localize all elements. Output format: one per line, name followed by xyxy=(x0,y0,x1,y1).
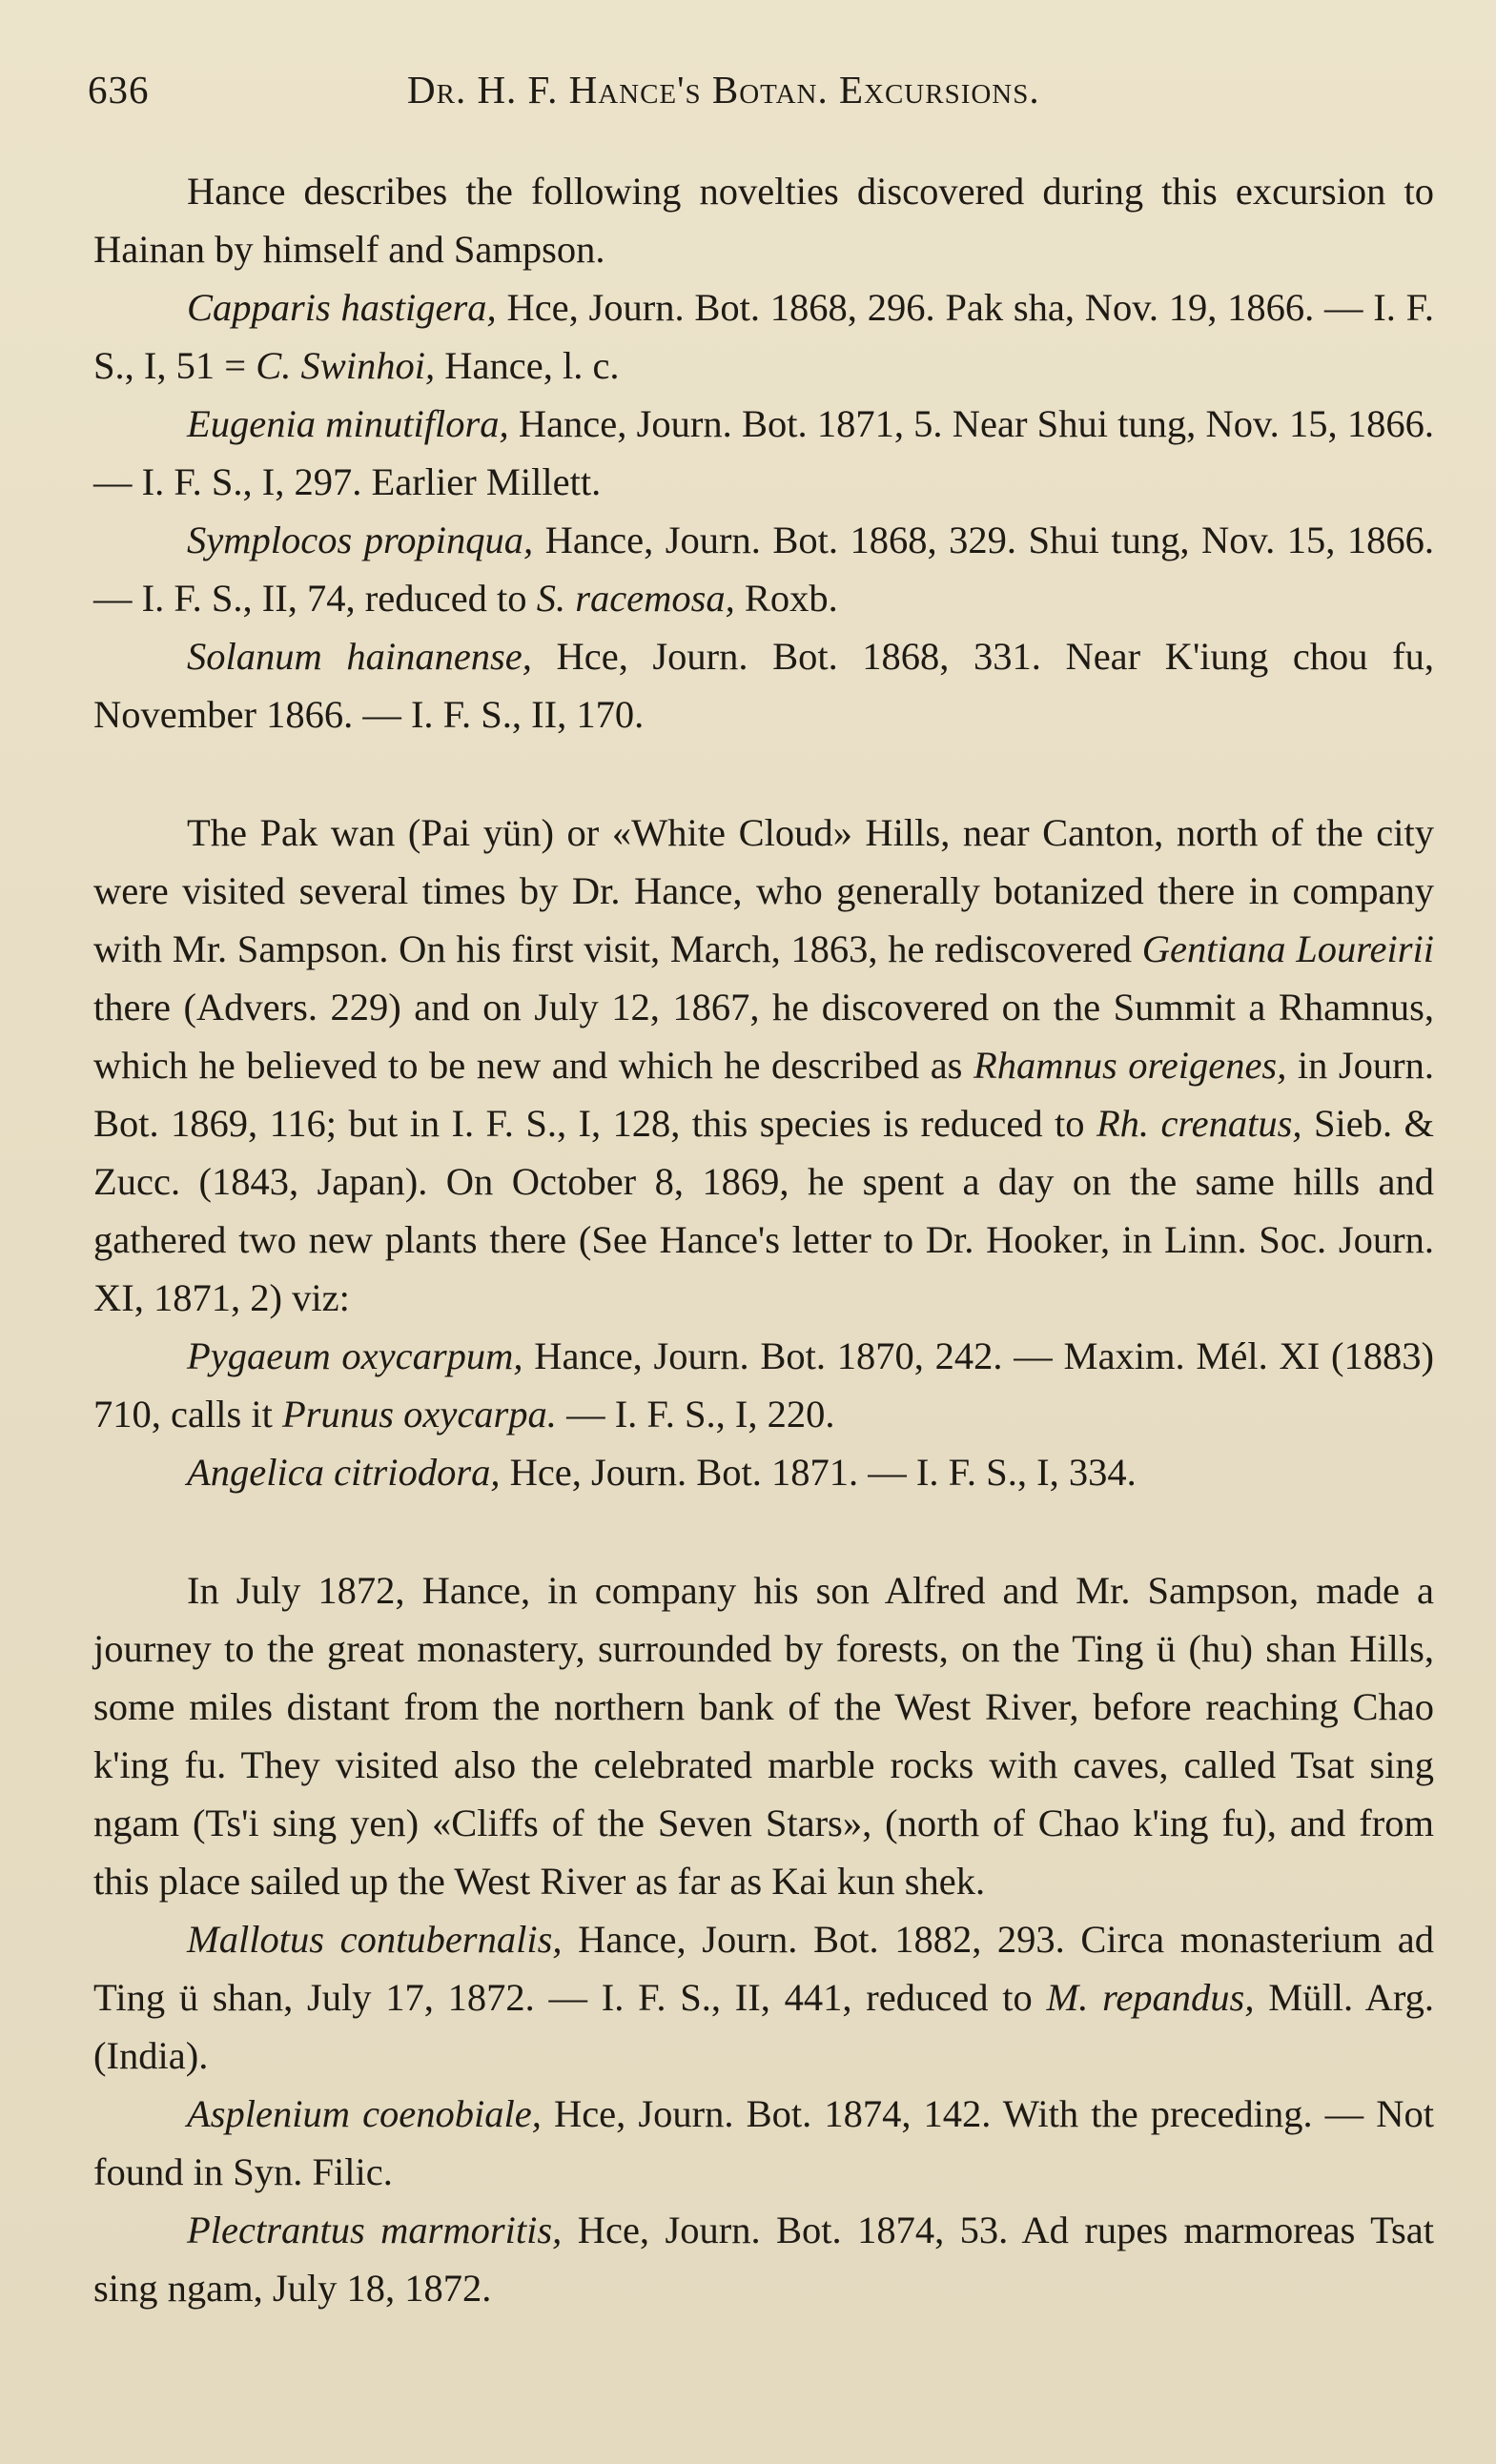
paragraph xyxy=(93,1910,1434,2085)
page-header xyxy=(88,67,1408,124)
species-name: Asplenium coenobiale, xyxy=(187,2092,542,2135)
paragraph xyxy=(93,804,1434,1327)
paragraph xyxy=(93,278,1434,395)
paragraph xyxy=(93,2201,1434,2317)
species-name: Symplocos propinqua, xyxy=(187,519,534,561)
paragraph xyxy=(93,162,1434,278)
paragraph-text: — I. F. S., I, 220. xyxy=(556,1393,835,1436)
paragraph-text: The Pak wan (Pai yün) or «White Cloud» Hills, near Canton, north of the city were visited several times by Dr. Hance, who generally botanized there in company with Mr. Sampson. On his first visit, March, 1863, he rediscovered xyxy=(93,811,1434,970)
species-name: Angelica citriodora, xyxy=(187,1451,501,1494)
species-name: S. racemosa, xyxy=(536,577,735,620)
paragraph-text: there (Advers. 229) and on July 12, 1867, he discovered on the Summit a Rhamnus, which he believed to be new and which he described as xyxy=(93,986,1434,1087)
paragraph-text: Hce, Journ. Bot. 1868, 331. Near K'iung chou fu, November 1866. — I. F. S., II, 170. xyxy=(93,635,1434,736)
paragraph-text: Roxb. xyxy=(734,577,838,620)
species-name: Eugenia minutiflora, xyxy=(187,402,509,445)
paragraph-text: Hce, Journ. Bot. 1874, 53. Ad rupes marmoreas Tsat sing ngam, July 18, 1872. xyxy=(93,2209,1434,2310)
species-name: Pygaeum oxycarpum, xyxy=(187,1334,523,1377)
paragraph-text: Hance, Journ. Bot. 1870, 242. — Maxim. Mél. XI (1883) 710, calls it xyxy=(93,1334,1434,1436)
paragraph-text: Hce, Journ. Bot. 1871. — I. F. S., I, 334. xyxy=(500,1451,1137,1494)
species-name: C. Swinhoi, xyxy=(256,344,436,387)
paragraph-text: Hance, Journ. Bot. 1882, 293. Circa monasterium ad Ting ü shan, July 17, 1872. — I. F. S., II, 441, reduced to xyxy=(93,1918,1434,2019)
paragraph-text: Hce, Journ. Bot. 1874, 142. With the preceding. — Not found in Syn. Filic. xyxy=(93,2092,1434,2193)
paragraph-text: Hance, Journ. Bot. 1871, 5. Near Shui tung, Nov. 15, 1866. — I. F. S., I, 297. Earlier Millett. xyxy=(93,402,1434,503)
paragraph xyxy=(93,2085,1434,2201)
paragraph-text: Sieb. & Zucc. (1843, Japan). On October 8, 1869, he spent a day on the same hills and gathered two new plants there (See Hance's letter to Dr. Hooker, in Linn. Soc. Journ. XI, 1871, 2) viz: xyxy=(93,1102,1434,1319)
species-name: Capparis hastigera, xyxy=(187,286,497,329)
species-name: Plectrantus marmoritis, xyxy=(187,2209,563,2251)
paragraph xyxy=(93,395,1434,511)
paragraph-text: In July 1872, Hance, in company his son Alfred and Mr. Sampson, made a journey to the great monastery, surrounded by forests, on the Ting ü (hu) shan Hills, some miles distant from the northern bank of the West River, before reaching Chao k'ing fu. They visited also the celebrated marble rocks with caves, called Tsat sing ngam (Ts'i sing yen) «Cliffs of the Seven Stars», (north of Chao k'ing fu), and from this place sailed up the West River as far as Kai kun shek. xyxy=(93,1569,1434,1903)
species-name: Prunus oxycarpa. xyxy=(281,1393,557,1436)
species-name: M. repandus, xyxy=(1046,1976,1255,2019)
running-title: Dr. H. F. Hance's Botan. Excursions. xyxy=(407,68,1040,112)
paragraph-text: Hce, Journ. Bot. 1868, 296. Pak sha, Nov. 19, 1866. — I. F. S., I, 51 = xyxy=(93,286,1434,387)
paragraph-text: Hance, l. c. xyxy=(435,344,620,387)
paragraph xyxy=(93,511,1434,627)
species-name: Gentiana Loureirii xyxy=(1141,927,1434,970)
page-body xyxy=(93,162,1434,2317)
paragraph-text: Hance, Journ. Bot. 1868, 329. Shui tung, Nov. 15, 1866. — I. F. S., II, 74, reduced to xyxy=(93,519,1434,620)
paragraph xyxy=(93,1327,1434,1443)
species-name: Solanum hainanense, xyxy=(187,635,532,678)
paragraph xyxy=(93,627,1434,743)
paragraph xyxy=(93,1561,1434,1910)
paragraph-text: Hance describes the following novelties discovered during this excursion to Hainan by himself and Sampson. xyxy=(93,170,1434,271)
species-name: Mallotus contubernalis, xyxy=(187,1918,563,1961)
paragraph-text: in Journ. Bot. 1869, 116; but in I. F. S., I, 128, this species is reduced to xyxy=(93,1044,1435,1145)
paragraph xyxy=(93,1443,1434,1501)
species-name: Rh. crenatus, xyxy=(1096,1102,1302,1145)
page-number: 636 xyxy=(88,68,150,112)
species-name: Rhamnus oreigenes, xyxy=(973,1044,1287,1087)
paragraph-text: Müll. Arg. (India). xyxy=(93,1976,1434,2077)
